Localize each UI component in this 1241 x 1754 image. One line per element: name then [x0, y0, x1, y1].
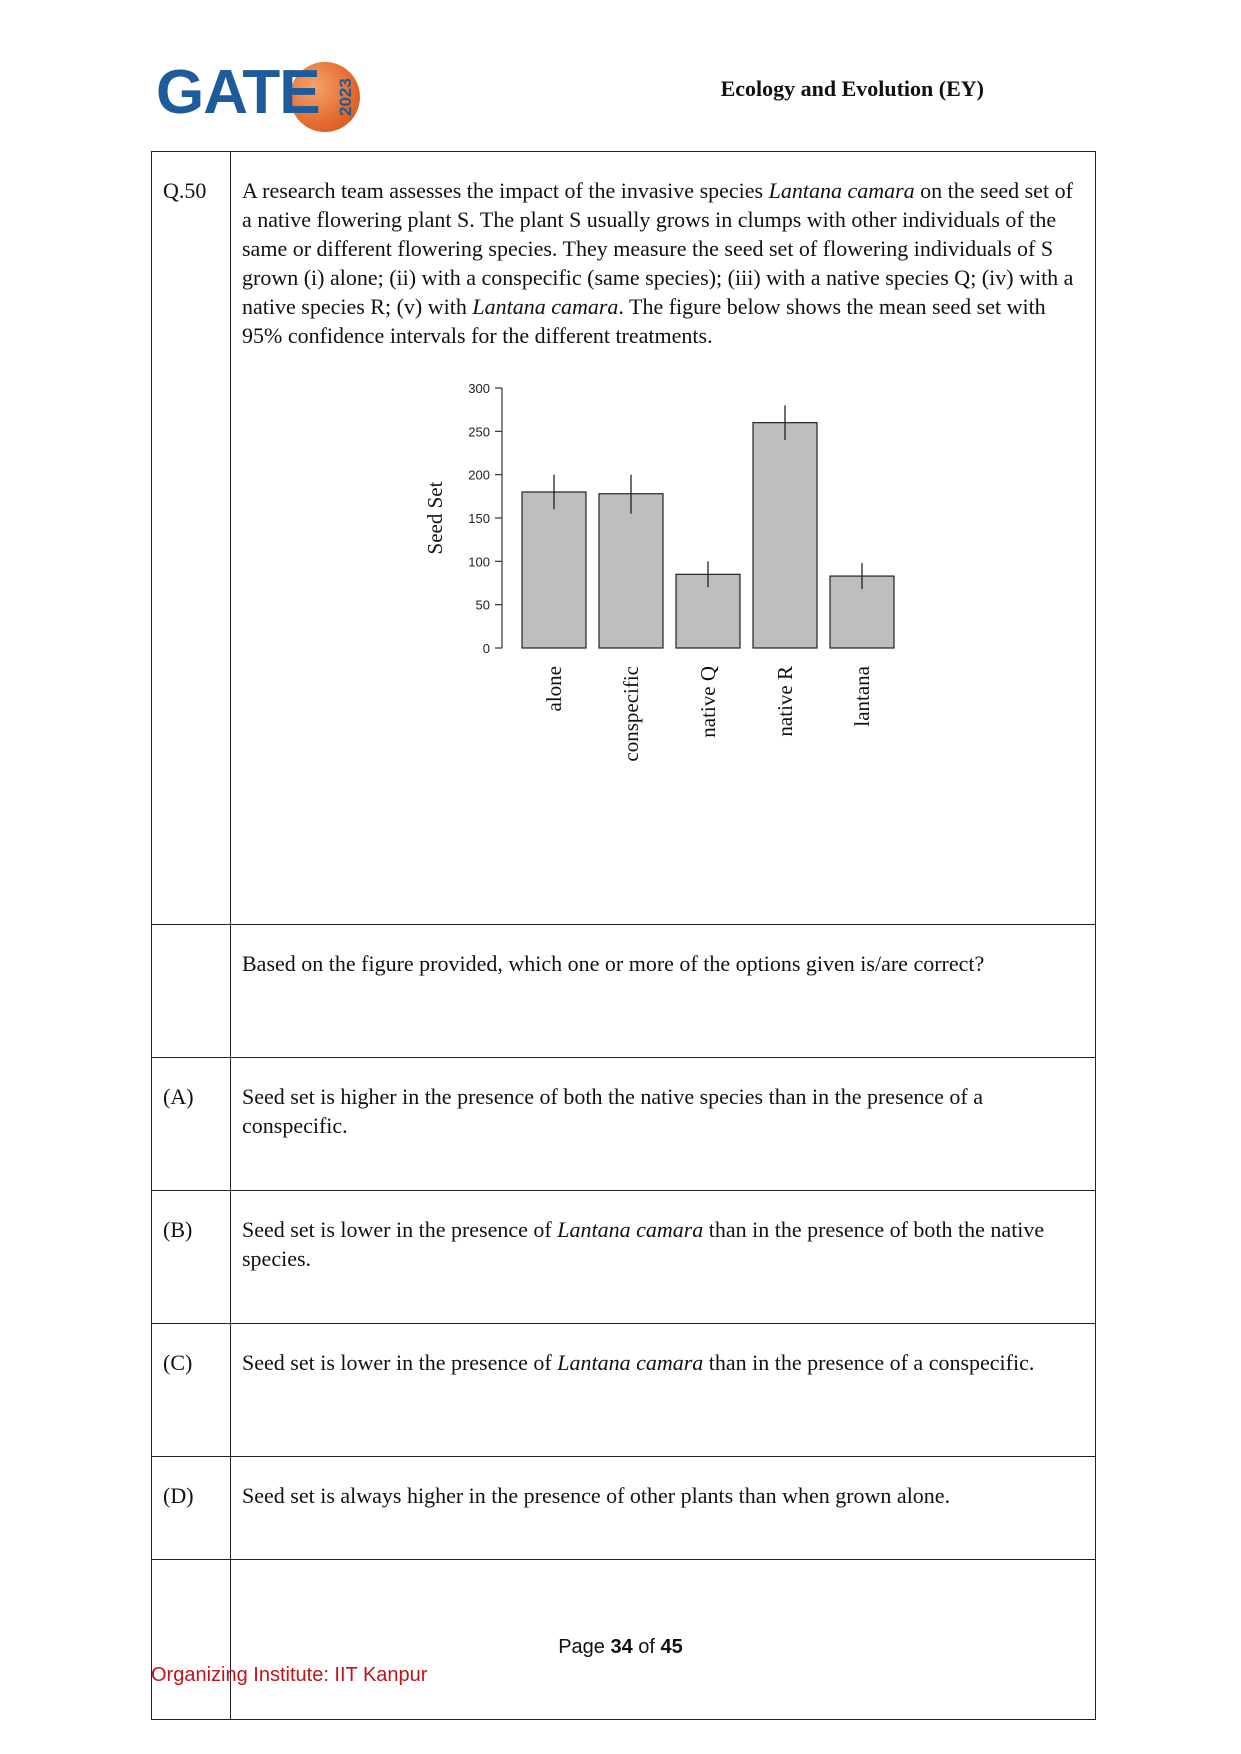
y-tick-label: 150: [468, 511, 490, 527]
y-tick-label: 200: [468, 467, 490, 483]
question-text: A research team assesses the impact of the invasive species Lantana camara on the seed set of a native flowering plant S. The plant S usually grows in clumps with other individuals of the same or different flowering species. They measure the seed set of flowering individuals of S grown (i) alone; (ii) with a conspecific (same species); (iii) with a native species Q; (iv) with a native species R; (v) with Lantana camara. The figure below shows the mean seed set with 95% confidence intervals for the different treatments.: [242, 178, 1074, 349]
question-stem: [231, 152, 1096, 925]
option-label-c: (C): [163, 1350, 193, 1375]
bar-alone: [522, 492, 586, 648]
y-tick-label: 50: [475, 597, 490, 613]
bar-native-R: [753, 423, 817, 648]
option-b[interactable]: Seed set is lower in the presence of Lantana camara than in the presence of both the native species.: [231, 1191, 1096, 1324]
logo-year: 2023: [336, 78, 355, 116]
organizer-text: Organizing Institute: IIT Kanpur: [151, 1664, 428, 1686]
page-number: Page 34 of 45: [558, 1636, 683, 1658]
paper-title: Ecology and Evolution (EY): [720, 76, 984, 101]
y-tick-label: 100: [468, 554, 490, 570]
x-tick-label: conspecific: [619, 666, 643, 762]
seed-set-chart: [412, 378, 932, 818]
gate-logo: [156, 56, 356, 136]
question-prompt: Based on the figure provided, which one or more of the options given is/are correct?: [231, 925, 1096, 1058]
x-tick-label: alone: [542, 666, 566, 712]
y-tick-label: 0: [482, 641, 490, 657]
x-tick-label: native R: [773, 666, 797, 737]
bar-chart-svg: [412, 378, 932, 818]
x-tick-label: lantana: [850, 666, 874, 727]
option-label-a: (A): [163, 1084, 194, 1109]
option-label-d: (D): [163, 1483, 194, 1508]
bar-conspecific: [599, 494, 663, 648]
question-number: Q.50: [163, 178, 207, 203]
y-tick-label: 250: [468, 424, 490, 440]
option-a[interactable]: Seed set is higher in the presence of both the native species than in the presence of a conspecific.: [231, 1058, 1096, 1191]
question-table: [151, 151, 1096, 1720]
x-tick-label: native Q: [696, 666, 720, 738]
option-label-b: (B): [163, 1217, 193, 1242]
y-tick-label: 300: [468, 381, 490, 397]
option-c[interactable]: Seed set is lower in the presence of Lantana camara than in the presence of a conspecific.: [231, 1324, 1096, 1457]
y-axis-label: Seed Set: [423, 481, 447, 555]
logo-text: GATE: [156, 58, 320, 127]
option-d[interactable]: Seed set is always higher in the presence of other plants than when grown alone.: [231, 1457, 1096, 1560]
